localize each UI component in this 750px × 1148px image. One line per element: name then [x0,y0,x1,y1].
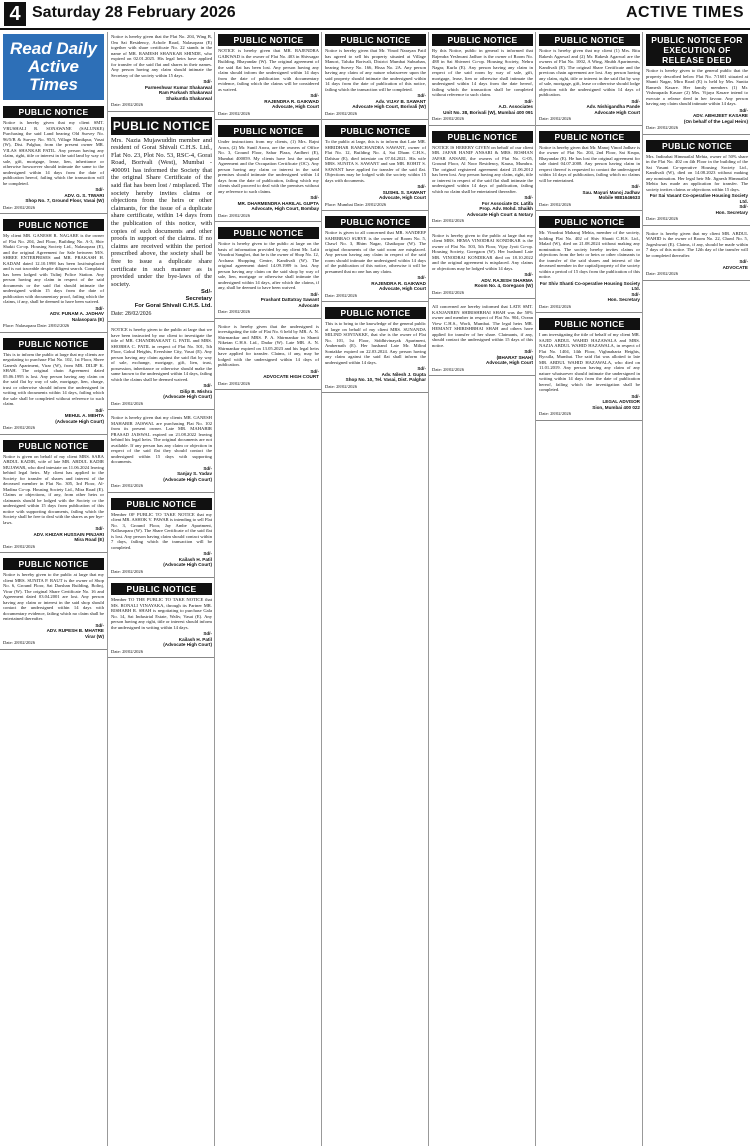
notice-date-place: Date: 28/02/2026 [3,640,36,645]
read-daily-promo: Read Daily Active Times [3,34,104,100]
public-notice [429,302,536,376]
page-number: 4 [4,2,26,26]
public-notice [536,316,643,421]
public-notice [536,129,643,212]
notice-signature: Sd/- ADVOCATE [722,259,748,270]
notice-signature: Sd/- RAJENDRA R. GAIKWAD Advocate, High Court [371,275,426,291]
notice-body: Notice is hereby given that Mr. Vinod Narayan Patil has agreed to sell his property situated at Village Manori, Taluka Borivali, District Mumbai Suburban, bearing Survey No. 166, Hissa No. 2A. Any person having any claim of any nature whatsoever upon the said property should intimate the undersigned within 14 days from the date of publication of this notice, failing which the transaction will be completed. [325,48,426,92]
notice-date-place: Date: 28/02/2026 [325,383,358,389]
public-notice [108,413,215,493]
notice-signature: Sd/- Secretary For Gorai Shivali C.H.S. Ltd. [134,289,212,310]
notice-date-place: Date: 28/02/2026 [432,116,465,121]
notice-date-place: Place: Nalasopara Date: 28/02/2026 [3,323,70,328]
notice-body: Notice is given on behalf of my client MRS. SARA ABDUL KADIR, wife of late MR. ABDUL KADIR MUJAWAR, who died intestate on 11.06.2024 leaving behind legal heirs. My client has applied to the Society for transfer of shares and interest of the deceased member in Flat No. 305, 3rd Floor, Al-Madina Co-op. Housing Society Ltd., Mira Road (E). Claims or objections, if any, from other heirs or claimants should be lodged with the Society or the undersigned within 15 days from publication of this notice with supporting documents, failing which the Society shall be free to deal with the shares as per bye-laws. [3,453,104,525]
notice-signature: Sd/- MR. DHARMENDRA HARILAL GUPTA Advocate, High Court, Bombay [237,195,319,211]
notice-date-place: Date: 28/02/2026 [111,102,144,107]
notice-signature: Sd/- ADV. KHIZAR HUSSAIN PINJARI Mira Road (E) [33,526,104,542]
column-7 [642,32,750,1146]
public-notice [0,336,107,435]
public-notice [108,581,215,658]
notice-date-place: Date: 28/02/2026 [218,309,251,314]
notice-date-place: Date: 28/02/2026 [111,568,144,574]
notice-heading: PUBLIC NOTICE [432,34,533,46]
notice-signature: Sd/- ADV. PUNAM A. JADHAV Nalasopara (E) [49,305,104,322]
public-notice [108,496,215,579]
notice-heading: PUBLIC NOTICE [325,216,426,228]
notice-signature: For Sai Vasant Co-operative Housing Society Ltd. Sd/- Hon. Secretary [649,193,748,215]
public-notice [429,32,536,126]
notice-body: To the public at large, this is to inform that Late MR. SHRIDHAR RAMCHANDRA SAWANT, owner of Flat No. 12, Building No. 4, Sai Dham C.H.S., Dahisar (E), died intestate on 07.04.2021. His wife MRS. SUNITA S. SAWANT and son MR. ROHIT S. SAWANT have applied for transfer of the said flat. Objections may be lodged with the society within 15 days with documents. [325,139,426,183]
public-notice [643,32,750,135]
notice-heading: PUBLIC NOTICE [539,318,640,330]
notice-date-place: Date: 28/02/2026 [3,204,36,210]
public-notice [108,32,215,112]
notice-body: Notice is hereby given to the general public that the property described below Flat No. 7/1601 situated at Shanti Nagar, Mira Road (E) is held by Mrs. Sunita Ramesh Kasare. Her family members (1) Mr. Vishnupada Kasare (2) Mrs. Vijaya Kasare intend to execute a release deed in her favour. Any person having any claim should intimate within 14 days. [646,68,748,106]
public-notice [322,214,429,302]
notice-date-place: Date: 28/02/2026 [646,216,679,221]
notice-body: Notice is hereby given that the Flat No. 204, Wing B, Om Sai Residency, Achole Road, Nalasopara (E) together with share certificate No. 22 stands in the name of MR. RAMESH SHANKAR SHINDE, who expired on 02.01.2025. His legal heirs have applied for transfer of the said flat and shares in their names. Any person having any claim should intimate the Secretary of the society within 15 days. [111,34,212,78]
notice-signature: Sd/- Kailash H. Patil (Advocate High Court) [163,551,212,568]
notice-date-place: Date: 28/02/2026 [111,311,152,318]
notice-signature: Sd/- ADV. G. S. TIWARI Shop No. 7, Ground Floor, Vasai (W) [25,187,104,203]
notice-signature: Sd/- Sau. Mayuri Manoj Jadhav Mobile 9881646633 [582,184,640,200]
notice-body: NOTICE IS HEREBY GIVEN on behalf of our client MR. JAFAR HANIF ANSARI & MRS. ROSHAN JAFAR ANSARI, the owners of Flat No. G-05, Ground Floor, Al Noor Residency, Kausa, Mumbra. The original registered agreement dated 21.06.2012 has been lost. Any person having any claim, right, title or interest in respect of the said flat shall intimate the undersigned within 14 days of publication, failing which no claim shall be entertained thereafter. [432,144,533,194]
notice-date-place: Date: 28/02/2026 [218,110,251,116]
public-notice [0,104,107,214]
notice-date-place: Date: 28/02/2026 [3,425,36,430]
notice-body: NOTICE is hereby given to the public at large that we have been instructed by our client to investigate the title of MR. CHANDRAKANT G. PATIL and MRS. SHOBHA C. PATIL in respect of Flat No. 501, 5th Floor, Gokul Heights, Evershine City, Vasai (E). Any person having any claim against the said flat by way of sale, exchange, mortgage, gift, lien, trust, possession, inheritance or otherwise should make the same known to the undersigned within 14 days, failing which the claims shall be deemed waived. [111,327,212,382]
notice-signature: For Shiv Shanti Co-operative Housing Society Ltd. Sd/- Hon. Secretary [539,280,640,302]
notice-heading: PUBLIC NOTICE [111,498,212,510]
notice-heading: PUBLIC NOTICE [325,34,426,46]
notice-body: My client MR. GANESH R. NAGARE is the owner of Flat No. 204, 2nd Floor, Building No. A-3, Shiv Shakti Co-op. Housing Society Ltd., Nalasopara (E), and the original Agreement for Sale between M/S. SHREE ENTERPRISES and MR. PRAKASH H. KADAM dated 12.10.1998 has been lost/misplaced and is not traceable despite diligent search. Complaint has been lodged with Tulinj Police Station. Any person having any claim in respect of the said documents or the said flat should intimate the undersigned within 15 days from the date of publication with documentary proof, failing which the claims, if any, shall be deemed to have been waived. [3,233,104,304]
column-4 [321,32,429,1146]
notice-signature: Sd/- Adv. Nishigandha Pande Advocate High Court [586,98,640,115]
notice-date-place: Date: 28/02/2026 [432,366,465,372]
public-notice [429,129,536,228]
notice-body: Notice is hereby given that the undersigned is investigating the title of Flat No. 6 held by MR. A. N. Shirmankar and MRS. P. A. Shirmankar in Shanti Niketan C.H.S. Ltd., Dadar (W). Late MR. A. N. Shirmankar expired on 13.05.2023 and his legal heirs have applied for transfer. Claims, if any, may be lodged with the undersigned within 14 days of publication. [218,323,319,367]
notice-date-place: Date: 28/02/2026 [646,125,679,130]
notice-body: This is to bring to the knowledge of the general public at large on behalf of my client MRS. SUNANDA MILIND SONTAKKE, that she is the owner of Flat No. 101, 1st Floor, Siddhivinayak Apartment, Ambernath (E). Her husband Late Mr. Milind Sontakke expired on 22.03.2024. Any person having any claim against the said flat shall inform the undersigned within 14 days. [325,321,426,365]
notice-heading: PUBLIC NOTICE [3,219,104,231]
notice-body: Mrs. Indirabai Himmatlal Mehta, owner of 50% share in the Flat No. 402 on 4th Floor in the building of the Sai Vasant Co-operative Housing Society Ltd., Kandivali (W), died on 14.08.2023 without making any nomination. Her legal heir Mr. Jignesh Himmatlal Mehta has made an application for transfer. The society invites claims or objections within 15 days. [646,153,748,192]
notice-heading: PUBLIC NOTICE [218,125,319,137]
notice-date-place: Date: 28/02/2026 [111,648,144,654]
notice-body: Notice is hereby given to the public at large that my client MRS. SUNITA P. RAUT is the owner of Shop No. 6, Ground Floor, Sai Darshan Building, Bolinj, Virar (W). The original Share Certificate No. 16 and Agreement dated 03.04.2001 are lost. Any person having any claim or interest in the said shop should contact the undersigned within 14 days with documentary evidence, failing which no claim shall be entertained thereafter. [3,572,104,621]
notice-heading: PUBLIC NOTICE [3,106,104,118]
notice-heading: PUBLIC NOTICE [218,34,319,46]
notice-date-place: Date: 28/02/2026 [325,292,358,298]
public-notice [643,138,750,226]
notice-date-place: Date: 28/02/2026 [432,289,465,295]
notice-signature: Sd/- LEGAL ADVISOR Sion, Mumbai 400 022 [592,393,640,410]
notice-heading: PUBLIC NOTICE [432,131,533,143]
column-2 [107,32,215,1146]
notice-body: This is to inform the public at large that my clients are negotiating to purchase Flat No. 102, 1st Floor, Shree Ganesh Apartment, Virar (W), from MR. DILIP K. SHAH. The original chain Agreement dated 05.06.1995 is lost. Any person having any claim on the said flat by way of sale, mortgage, lien, charge, trust or otherwise should inform the undersigned in writing with documents within 14 days, failing which the sale shall be completed without reference to such claim. [3,351,104,406]
notice-body: Notice is given to all concerned that MR. SANDEEP SAHEBRAO SURVE is the owner of Room No. 5, Chawl No. 3, Bhim Nagar, Ghatkopar (W). The original documents of the said room are misplaced. Any person having any claim in respect of the said room should intimate the undersigned within 14 days of the publication of this notice, otherwise it will be presumed that no one has any claim. [325,230,426,274]
notice-date-place: Date: 28/02/2026 [646,271,679,276]
notice-body: I am investigating the title of behalf of my client MR. SAJID ABDUL WAHID HAZAWALA and MRS. NAZIA ABDUL WAHID HAZAWALA, in respect of Flat No. 1404, 14th Floor, Vighnaharta Heights, Byculla, Mumbai. The said flat was allotted to late MR. ABDUL WAHID HAZAWALA, who died on 11.01.2019. Any person having any claim of any nature whatsoever should intimate the undersigned in writing within 14 days from the date of publication hereof, failing which the investigation shall be completed. [539,332,640,392]
public-notice [215,225,322,319]
public-notice [322,123,429,211]
notice-body: Mrs. Nazia Mujawuddin member and resident of Gorai Shivali C.H.S. Ltd., Flat No. 23, Plot No. 53, RSC-4, Gorai Road, Borivali (West), Mumbai - 400091 has informed the Society that the original Share Certificate of the said flat has been lost / misplaced. The society hereby invites claims or objections from the heirs or other claimants, for the issue of a duplicate share certificate, within 14 days from the publication of this notice, with copies of such documents and other proofs in support of the claims. If no claims are received within the period prescribed above, the society shall be free to issue a duplicate share certificate in such manner as is provided under the bye-laws of the society. [111,136,212,288]
notice-signature: Sd/- ADV. ABHIJEET KASARE (On behalf of the Legal Heirs) [683,107,748,124]
notice-body: Notice is hereby given that my client MR. ABDUL WAHID is the owner of Room No. 22, Chawl No. 5, Jogeshwari (E). Claims, if any, should be made within 7 days of this notice. The 12th day of the transfer will be completed thereafter. [646,230,748,258]
notice-heading: PUBLIC NOTICE [218,227,319,239]
public-notice [322,32,429,120]
column-3 [214,32,322,1146]
notice-body: Notice is hereby given to the public at large on the basis of information provided by my client Mr. Lalit Vinodrai Sanghvi, that he is the owner of Shop No. 12, Archana Shopping Centre, Kandivali (W). The original agreement dated 14.09.1989 is lost. Any person having any claim on the said shop by way of sale, lien, mortgage or otherwise shall intimate the undersigned within 14 days, after which the claims, if any, shall be deemed to have been waived. [218,241,319,290]
notice-date-place: Date: 28/02/2026 [111,483,144,489]
notice-body: Mr. Vinodrai Maharaj Mehta, member of the society, holding Flat No. 402 of Shiv Shanti C.H.S. Ltd., Malad (W), died on 21.08.2024 without making any nomination. The society hereby invites claims or objections from the heir or heirs or other claimants to the transfer of the said shares and interest of the deceased member in the capital/property of the society within a period of 15 days from the publication of this notice. [539,230,640,279]
column-6 [535,32,643,1146]
notice-signature: Sd/- ADV. RUPESH B. MHATRE Virar (W) [46,622,104,639]
public-notice [0,217,107,333]
notice-signature: Sd/- Kailash H. Patil (Advocate High Court) [163,631,212,648]
public-notice [215,123,322,222]
notice-heading: PUBLIC NOTICE FOR EXECUTION OF RELEASE DEED [646,34,748,66]
notice-body: Under instructions from my clients, (1) Mrs. Rajni Arora, (2) Mr. Sunil Arora, are the owners of Office No. 3, Ground Floor, Sahar Plaza, Andheri (E), Mumbai 400059. My clients have lost the original Agreement and the Occupation Certificate (OC). Any person having any claim or interest in the said premises should intimate the undersigned within 14 days from the date of publication, failing which my clients shall proceed to deal with the premises without any reference to such claims. [218,139,319,194]
notice-body: Notice is hereby given that my client SMT. VRUSHALI R. SONAWANE (SALUNKE) Purchasing the said Land bearing Old Survey No. 96/5/B & Survey No. 95/3, Village Manikpur, Vasai (W), Dist. Palghar, from the present owner MR. VILAS SHANKAR PATIL. Any person having any claim, right, title or interest in the said land by way of sale, gift, mortgage, lease, lien, inheritance or otherwise howsoever should intimate the same to the undersigned within 14 days from the date of publication hereof, failing which the transaction will be completed. [3,120,104,186]
public-notice [0,438,107,554]
notice-signature: Sd/- RAJENDRA R. GAIKWAD Advocate, High Court [264,93,319,109]
public-notice [643,229,750,281]
notice-date-place: Date: 28/02/2026 [432,218,465,223]
notice-signature: Sd/- Parmeshwar Kumar Shakarwal Ram Parkash Shakarwal Shakuntla Shakarwal [144,79,212,101]
notice-heading: PUBLIC NOTICE [646,140,748,152]
notice-body: Member TO THE PUBLIC TO TAKE NOTICE that MS. RONALI VINAYAKA, through its Partner MR. RISHABH R. SHAH is negotiating to purchase Gala No. 14, Sai Industrial Estate, Waliv, Vasai (E). Any person having any right, title or interest should inform the undersigned in writing within 14 days. [111,597,212,630]
notice-date-place: Date: 28/02/2026 [539,303,572,309]
public-notice [0,556,107,650]
notice-heading: PUBLIC NOTICE [3,440,104,452]
column-5 [428,32,536,1146]
notice-heading: PUBLIC NOTICE [3,558,104,570]
notice-heading: PUBLIC NOTICE [325,307,426,319]
notice-date-place: Date: 28/02/2026 [325,110,358,116]
notice-signature: Sd/- For Associate Dr. Latifa Prop. Adv. Mohd. Shaikh Advocate High Court & Notary [466,195,533,217]
notice-body: NOTICE is hereby given that MR. RAJENDRA GAIKWAD is the owner of Flat No. 403 in Shivsagar Building, Bhayandar (W). The original agreement of the said flat has been lost. Any person having any claim should inform the undersigned within 14 days from the date of publication with documentary evidence, failing which the claims will be considered as waived. [218,48,319,92]
notice-signature: Sd/- Adv. Nilesh J. Gupta Shop No. 10, Tel. Vasai, Dist. Palghar [345,366,426,382]
notice-date-place: Date: 28/02/2026 [218,212,251,218]
public-notice [536,214,643,313]
notice-signature: Sd/- Sanjay S. Yadav (Advocate High Court) [163,465,212,482]
notice-body: Notice is hereby given that my client (1) Mrs. Ritu Rakesh Agarwal and (2) Mr. Rakesh Agarwal are the owners of Flat No. 1002, A Wing, Shubh Apartments, Kandivali (E). The original Share Certificate and the previous chain agreement are lost. Any person having any claim, right, title or interest in the said flat by way of sale, mortgage, gift, lease or otherwise should lodge objection with the undersigned within 14 days of publication. [539,48,640,97]
notice-date-place: Date: 28/02/2026 [218,380,251,386]
public-notice [108,115,215,323]
notice-signature: Sd/- Dilip B. Mishra (Advocate High Court) [163,383,212,400]
notice-body: Notice is hereby given that my clients MR. GANESH MAHABIR JAISWAL are purchasing Flat No. 102 from its present owner. Late MR. MAHABIR PRASAD JAISWAL expired on 21.08.2022 leaving behind his legal heirs. The original documents are not available. If any person has any claim or objection in respect of the said flat they should contact the undersigned within 15 days with supporting documents. [111,415,212,465]
notice-signature: Sd/- (BHARAT SHAH) Advocate, High Court [486,349,533,365]
notice-body: Notice is hereby given to the public at large that my client MRS. HEMA VINODRAI KONDIKAR is the owner of Flat No. 503, 5th Floor, Vijay Jyoti Co-op. Housing Society, Goregaon (W). Her husband Late MR. VINODRAI KONDIKAR died on 18.10.2022 and the original agreement is misplaced. Any claims or objections may be lodged within 14 days. [432,232,533,271]
notice-heading: PUBLIC NOTICE [539,131,640,143]
notice-heading: PUBLIC NOTICE [3,338,104,350]
notice-signature: Sd/- Adv. VIJAY B. SAWANT Advocate High Court, Borivali (W) [352,93,426,109]
notice-signature: Sd/- MEHUL A. MEHTA (Advocate High Court) [55,407,104,424]
notice-heading: PUBLIC NOTICE [325,125,426,137]
public-notice [536,32,643,126]
notice-date-place: Place: Mumbai Date: 28/02/2026 [325,201,387,207]
public-notice [108,325,215,410]
masthead [0,0,750,30]
notice-date-place: Date: 28/02/2026 [539,201,572,207]
notice-body: Member OF PUBLIC TO TAKE NOTICE that my client MR. ASHOK V. PAWAR is intending to sell Flat No. 3, Ground Floor, Jay Ambe Apartment, Nallasopara (W). The Share Certificate of the said flat is lost. Any person having claim should contact within 7 days, failing which the transaction will be completed. [111,511,213,550]
notice-date-place: Date: 28/02/2026 [539,116,572,121]
notice-date-place: Date: 28/02/2026 [111,400,144,406]
notice-signature: Sd/- ADVOCATE HIGH COURT [263,368,319,379]
notice-body: Notice is hereby given that Mr. Manoj Vinod Jadhav is the owner of Flat No. 204, 2nd Floor, Sai Krupa, Bhayandar (E). He has lost the original agreement for sale dated 04.07.2008. Any person having claim in respect thereof is requested to contact the undersigned within 14 days of publication, failing which no claims will be entertained. [539,144,640,183]
notice-signature: Sd/- A.D. Associates Unit No. 38, Borivali (W), Mumbai 400 091 [443,98,533,115]
column-1 [0,32,107,1146]
public-notice [215,32,322,120]
public-notice [215,322,322,391]
notice-heading: PUBLIC NOTICE [112,118,211,133]
public-notice [429,231,536,300]
notice-signature: Sd/- ADV. RAJESH SHARMA Room No. 4, Goregaon (W) [474,272,533,288]
notice-body: By this Notice, public in general is informed that Rajendra Yeshwant Jadhav is the owner of Room No. 488 in Sai Shivneri Co-op. Housing Society, Nehru Nagar, Kurla (E). Any person having any claim in respect of the said room by way of sale, gift, mortgage, lease, lien or otherwise shall intimate the undersigned within 14 days from the date hereof, failing which the transaction shall be completed without reference to such claim. [432,48,533,97]
issue-date: Saturday 28 February 2026 [32,4,236,21]
notice-heading: PUBLIC NOTICE [539,34,640,46]
public-notice [322,305,429,393]
notice-heading: PUBLIC NOTICE [539,216,640,228]
notice-date-place: Date: 28/02/2026 [539,411,572,416]
publication-name: ACTIVE TIMES [625,4,744,21]
notice-body: All concerned are hereby informed that LATE SMT. KANJANBEN SHIRISHBHAI SHAH was the 50% owner and member in respect of Flat No. 904, Ocean View C.H.S., Worli, Mumbai. The legal heirs MR. HEMANT SHIRISHBHAI SHAH and others have applied for transfer of her share. Claimants, if any, should contact the undersigned within 15 days of this notice. [432,304,533,348]
notice-signature: Sd/- SUSHIL S. SAWANT Advocate, High Court [379,184,426,200]
notice-signature: Sd/- Prashant Dattatray Sawant Advocate [260,291,319,308]
notice-date-place: Date: 28/02/2026 [3,543,36,549]
notice-heading: PUBLIC NOTICE [111,583,212,595]
